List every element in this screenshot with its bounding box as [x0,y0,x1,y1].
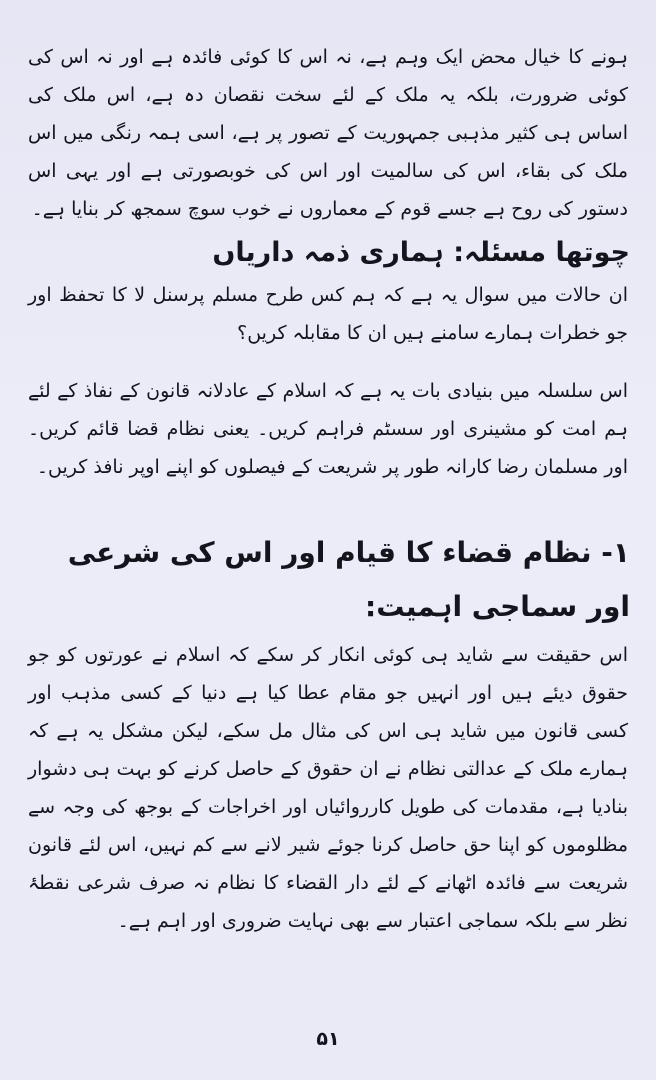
section-heading: چوتھا مسئلہ: ہماری ذمہ داریاں [212,237,630,268]
body-paragraph: ان حالات میں سوال یہ ہے کہ ہم کس طرح مسلم پرسنل لا کا تحفظ اور جو خطرات ہمارے سامنے ہیں ان کا مقابلہ کریں؟ [28,284,628,344]
body-paragraph: اس حقیقت سے شاید ہی کوئی انکار کر سکے کہ اسلام نے عورتوں کو جو حقوق دیئے ہیں اور انہیں جو مقام عطا کیا ہے دنیا کے کسی مذہب اور کسی قانون میں شاید ہی اس کی مثال مل سکے، لیکن مشکل یہ ہے کہ ہمارے ملک کے عدالتی نظام نے ان حقوق کے حاصل کرنے کو بہت ہی دشوار بنادیا ہے، مقدمات کی طویل کارروائیاں اور اخراجات کے بوجھ کی وجہ سے مظلوموں کو اپنا حق حاصل کرنا جوئے شیر لانے سے کم نہیں، اس لئے قانون شریعت سے فائدہ اٹھانے کے لئے دار القضاء کا نظام نہ صرف شرعی نقطۂ نظر سے بلکہ سماجی اعتبار سے بھی نہایت ضروری اور اہم ہے۔ [28,644,628,932]
page-number: ۵۱ [316,1028,340,1050]
body-paragraph: اس سلسلہ میں بنیادی بات یہ ہے کہ اسلام کے عادلانہ قانون کے نفاذ کے لئے ہم امت کو مشینری اور سسٹم فراہم کریں۔ یعنی نظام قضا قائم کریں۔ اور مسلمان رضا کارانہ طور پر شریعت کے فیصلوں کو اپنے اوپر نافذ کریں۔ [28,380,628,478]
body-paragraph: ہونے کا خیال محض ایک وہم ہے، نہ اس کا کوئی فائدہ ہے اور نہ اس کی کوئی ضرورت، بلکہ یہ ملک کے لئے سخت نقصان دہ ہے، اس ملک کی اساس ہی کثیر مذہبی جمہوریت کے تصور پر ہے، اسی ہمہ رنگی میں اس ملک کی بقاء، اس کی سالمیت اور اس کی خوبصورتی ہے اور یہی اس دستور کی روح ہے جسے قوم کے معماروں نے خوب سوچ سمجھ کر بنایا ہے۔ [28,46,628,220]
subsection-heading: ۱- نظام قضاء کا قیام اور اس کی شرعی اور سماجی اہمیت: [67,536,630,623]
